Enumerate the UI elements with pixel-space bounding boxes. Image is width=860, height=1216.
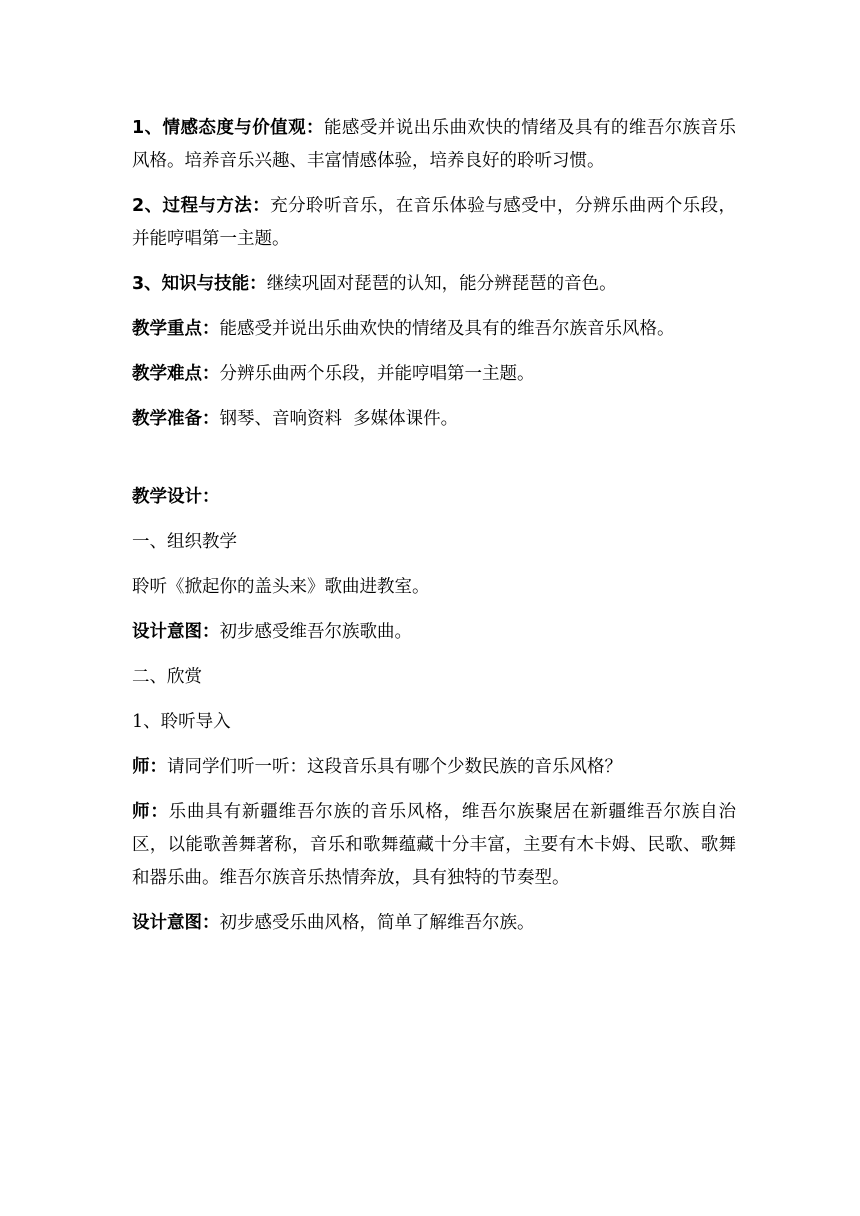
objective-3-text: 继续巩固对琵琶的认知，能分辨琵琶的音色。: [266, 274, 617, 294]
difficulty: [132, 358, 736, 391]
section-1-heading: 一、组织教学: [132, 532, 237, 552]
key-point-label: 教学重点：: [132, 319, 220, 339]
difficulty-label: 教学难点：: [132, 364, 220, 384]
difficulty-text: 分辨乐曲两个乐段，并能哼唱第一主题。: [219, 364, 535, 384]
objective-3: [132, 268, 736, 301]
objective-1: [132, 112, 736, 178]
section-2-heading: 二、欣赏: [132, 667, 202, 687]
objective-1-label: 1、情感态度与价值观：: [132, 118, 324, 138]
section-1-text: 聆听《掀起你的盖头来》歌曲进教室。: [132, 577, 430, 597]
design-heading: 教学设计：: [132, 487, 220, 507]
teacher-question: [132, 751, 736, 784]
teacher-answer-text: 乐曲具有新疆维吾尔族的音乐风格，维吾尔族聚居在新疆维吾尔族自治区，以能歌善舞著称，音乐和歌舞蕴藏十分丰富，主要有木卡姆、民歌、歌舞和器乐曲。维吾尔族音乐热情奔放，具有独特的节奏型。: [132, 802, 736, 888]
preparation: [132, 403, 736, 436]
objective-1-text: 能感受并说出乐曲欢快的情绪及具有的维吾尔族音乐风格。培养音乐兴趣、丰富情感体验，培养良好的聆听习惯。: [132, 118, 736, 171]
objective-2: [132, 190, 736, 256]
objective-2-text: 充分聆听音乐，在音乐体验与感受中，分辨乐曲两个乐段，并能哼唱第一主题。: [132, 196, 736, 249]
teacher-question-label: 师：: [132, 757, 167, 777]
objective-2-label: 2、过程与方法：: [132, 196, 271, 216]
key-point: [132, 313, 736, 346]
teacher-question-text: 请同学们听一听：这段音乐具有哪个少数民族的音乐风格？: [167, 757, 622, 777]
section-2-intent-text: 初步感受乐曲风格，简单了解维吾尔族。: [219, 913, 535, 933]
section-2-sub-heading: 1、聆听导入: [132, 712, 231, 732]
section-1-intent: [132, 616, 736, 649]
teacher-answer: [132, 796, 736, 895]
preparation-text: 钢琴、音响资料 多媒体课件。: [219, 409, 459, 429]
blank-line: [132, 448, 736, 481]
section-2-intent: [132, 907, 736, 940]
document-page: [132, 112, 736, 952]
teacher-answer-label: 师：: [132, 802, 169, 822]
section-1-intent-text: 初步感受维吾尔族歌曲。: [219, 622, 412, 642]
key-point-text: 能感受并说出乐曲欢快的情绪及具有的维吾尔族音乐风格。: [219, 319, 675, 339]
section-1-intent-label: 设计意图：: [132, 622, 220, 642]
section-2-intent-label: 设计意图：: [132, 913, 220, 933]
preparation-label: 教学准备：: [132, 409, 220, 429]
objective-3-label: 3、知识与技能：: [132, 274, 267, 294]
